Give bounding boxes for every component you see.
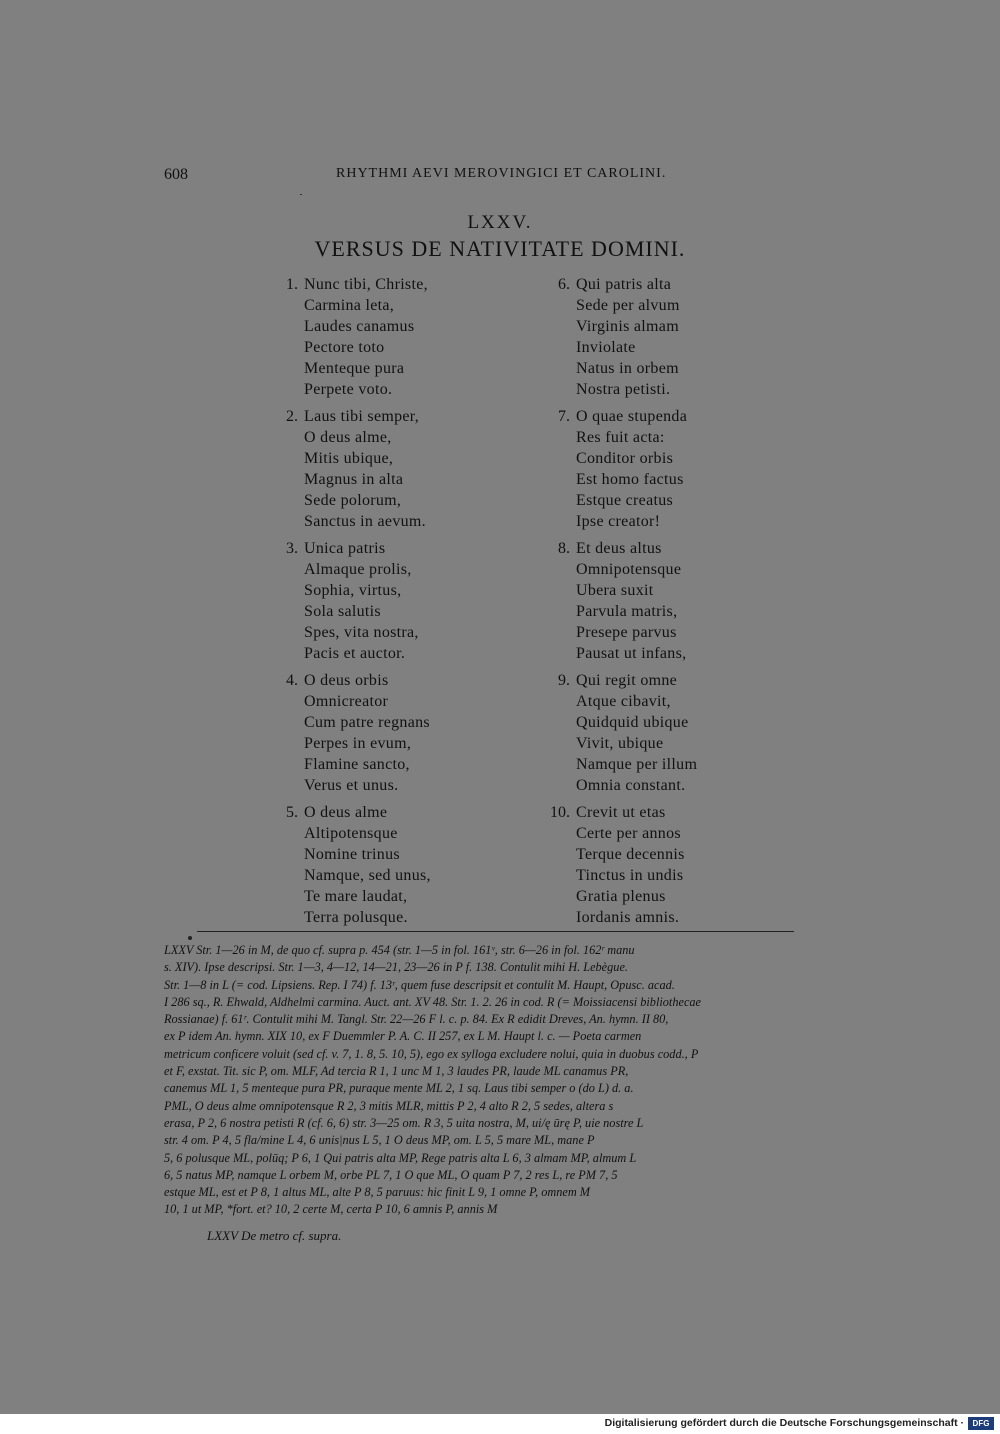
- stanza: [558, 670, 698, 796]
- stanza: [558, 406, 688, 532]
- verse-line: Parvula matris,: [576, 603, 678, 620]
- verse-line: Laus tibi semper,: [304, 408, 420, 425]
- verse-line: Sophia, virtus,: [304, 582, 402, 599]
- verse-line: Flamine sancto,: [304, 756, 410, 773]
- apparatus-line: Rossianae) f. 61ʳ. Contulit mihi M. Tangl. Str. 22—26 F l. c. p. 84. Ex R edidit Dreves, An. hymn. II 80,: [164, 1012, 669, 1027]
- verse-line: Spes, vita nostra,: [304, 624, 419, 641]
- verse-line: Sola salutis: [304, 603, 381, 620]
- stanza: [286, 670, 430, 796]
- stanza: [286, 538, 419, 664]
- stray-mark: [300, 194, 302, 195]
- verse-line: Namque, sed unus,: [304, 867, 431, 884]
- apparatus-line: str. 4 om. P 4, 5 fla/mine L 4, 6 unis|nus L 5, 1 O deus MP, om. L 5, 5 mare ML, mane P: [164, 1133, 595, 1148]
- stanza: [286, 406, 426, 532]
- verse-line: Magnus in alta: [304, 471, 404, 488]
- funding-credit: Digitalisierung gefördert durch die Deutsche Forschungsgemeinschaft ·: [604, 1417, 964, 1429]
- stanza-number: 2.: [286, 408, 298, 425]
- verse-line: Namque per illum: [576, 756, 698, 773]
- verse-line: O deus alme: [304, 804, 388, 821]
- poem-title: VERSUS DE NATIVITATE DOMINI.: [314, 236, 686, 261]
- verse-line: O quae stupenda: [576, 408, 688, 425]
- stanza-number: 10.: [550, 804, 570, 821]
- apparatus-line: canemus ML 1, 5 menteque pura PR, puraque mente ML 2, 1 sq. Laus tibi semper o (do L) d. a.: [164, 1081, 634, 1096]
- footnote-divider: [197, 931, 794, 932]
- verse-line: Omnicreator: [304, 693, 389, 710]
- verse-line: Pectore toto: [304, 339, 385, 356]
- stanza-number: 6.: [558, 276, 570, 293]
- apparatus-line: I 286 sq., R. Ehwald, Aldhelmi carmina. Auct. ant. XV 48. Str. 1. 2. 26 in cod. R (= Moissiacensi bibliothecae: [164, 994, 702, 1009]
- running-title: RHYTHMI AEVI MEROVINGICI ET CAROLINI.: [336, 166, 667, 181]
- verse-line: Nostra petisti.: [576, 381, 671, 398]
- stanza: [558, 274, 680, 400]
- verse-line: Laudes canamus: [304, 318, 415, 335]
- verse-line: Presepe parvus: [576, 624, 677, 641]
- digitization-footer: [0, 1414, 1000, 1434]
- verse-line: Gratia plenus: [576, 888, 666, 905]
- apparatus-line: s. XIV). Ipse descripsi. Str. 1—3, 4—12, 14—21, 23—26 in P f. 138. Contulit mihi H. Lebègue.: [164, 960, 628, 975]
- apparatus-line: LXXV Str. 1—26 in M, de quo cf. supra p. 454 (str. 1—5 in fol. 161ᵛ, str. 6—26 in fol. 162ʳ manu: [164, 943, 635, 957]
- verse-line: Quidquid ubique: [576, 714, 689, 731]
- apparatus-line: et F, exstat. Tit. sic P, om. MLF, Ad tercia R 1, 1 unc M 1, 3 laudes PR, laude ML canamus PR,: [164, 1064, 629, 1079]
- verse-line: Unica patris: [304, 540, 386, 557]
- verse-line: Pausat ut infans,: [576, 645, 687, 662]
- page-number: 608: [164, 166, 188, 183]
- verse-line: Perpete voto.: [304, 381, 393, 398]
- verse-line: Terque decennis: [576, 846, 685, 863]
- apparatus-line: 10, 1 ut MP, *fort. et? 10, 2 certe M, certa P 10, 6 amnis P, annis M: [164, 1202, 498, 1217]
- verse-line: Virginis almam: [576, 318, 679, 335]
- metre-note: LXXV De metro cf. supra.: [207, 1228, 342, 1243]
- apparatus-line: ex P idem An. hymn. XIX 10, ex F Duemmler P. A. C. II 257, ex L M. Haupt l. c. — Poeta carmen: [164, 1029, 642, 1044]
- verse-line: Nomine trinus: [304, 846, 400, 863]
- verse-line: Est homo factus: [576, 471, 684, 488]
- verse-line: Pacis et auctor.: [304, 645, 406, 662]
- verse-line: Nunc tibi, Christe,: [304, 276, 428, 293]
- verse-line: Atque cibavit,: [576, 693, 671, 710]
- poem-number: LXXV.: [467, 212, 533, 233]
- verse-line: Vivit, ubique: [576, 735, 664, 752]
- stanza-number: 5.: [286, 804, 298, 821]
- verse-line: Et deus altus: [576, 540, 662, 557]
- verse-line: Ipse creator!: [576, 513, 661, 530]
- stanza: [558, 538, 687, 664]
- verse-line: Verus et unus.: [304, 777, 399, 794]
- stanza: [286, 802, 431, 928]
- stanza-number: 3.: [286, 540, 298, 557]
- stanza-number: 9.: [558, 672, 570, 689]
- verse-line: Ubera suxit: [576, 582, 654, 599]
- apparatus-line: PML, O deus alme omnipotensque R 2, 3 mitis MLR, mittis P 2, 4 alto R 2, 5 sedes, altera s: [164, 1098, 614, 1113]
- verse-line: Carmina leta,: [304, 297, 395, 314]
- verse-line: Qui patris alta: [576, 276, 672, 293]
- apparatus-line: 6, 5 natus MP, namque L orbem M, orbe PL 7, 1 O que ML, O quam P 7, 2 res L, re PM 7, 5: [164, 1167, 618, 1182]
- verse-line: Conditor orbis: [576, 450, 674, 467]
- stanza-number: 8.: [558, 540, 570, 557]
- critical-apparatus: [164, 942, 840, 1219]
- verse-line: Sede polorum,: [304, 492, 402, 509]
- verse-line: O deus alme,: [304, 429, 392, 446]
- verse-line: Inviolate: [576, 339, 636, 356]
- verse-line: Omnipotensque: [576, 561, 682, 578]
- verse-line: Qui regit omne: [576, 672, 678, 689]
- verse-line: Mitis ubique,: [304, 450, 394, 467]
- verse-line: Te mare laudat,: [304, 888, 408, 905]
- verse-line: Tinctus in undis: [576, 867, 684, 884]
- verse-line: Sede per alvum: [576, 297, 680, 314]
- apparatus-line: 5, 6 polusque ML, polūq; P 6, 1 Qui patris alta MP, Rege patris alta L 6, 3 almam MP, almum L: [164, 1150, 637, 1165]
- stanza: [550, 802, 685, 928]
- stanza-number: 4.: [286, 672, 298, 689]
- verse-line: Menteque pura: [304, 360, 405, 377]
- verse-line: O deus orbis: [304, 672, 389, 689]
- verse-line: Perpes in evum,: [304, 735, 412, 752]
- verse-line: Res fuit acta:: [576, 429, 665, 446]
- verse-line: Certe per annos: [576, 825, 681, 842]
- verse-line: Iordanis amnis.: [576, 909, 680, 926]
- verse-line: Natus in orbem: [576, 360, 679, 377]
- verse-line: Omnia constant.: [576, 777, 686, 794]
- apparatus-line: metricum conficere voluit (sed cf. v. 7, 1. 8, 5. 10, 5), ego ex sylloga excludere nolui, quia in duobus codd., P: [164, 1046, 699, 1061]
- footnote-dot-mark: [188, 936, 192, 940]
- verse-line: Terra polusque.: [304, 909, 408, 926]
- stanza-number: 7.: [558, 408, 570, 425]
- apparatus-line: Str. 1—8 in L (= cod. Lipsiens. Rep. I 74) f. 13ʳ, quem fuse descripsit et contulit M. Haupt, Opusc. acad.: [164, 977, 675, 992]
- stanza: [286, 274, 428, 400]
- verse-line: Crevit ut etas: [576, 804, 666, 821]
- verse-line: Altipotensque: [304, 825, 398, 842]
- apparatus-line: estque ML, est et P 8, 1 altus ML, alte P 8, 5 paruus: hic finit L 9, 1 omne P, omnem M: [164, 1185, 591, 1200]
- verse-line: Almaque prolis,: [304, 561, 412, 578]
- verse-line: Cum patre regnans: [304, 714, 430, 731]
- apparatus-line: erasa, P 2, 6 nostra petisti R (cf. 6, 6) str. 3—25 om. R 3, 5 uita nostra, M, ui/ę ūrę P, uie nostre L: [164, 1115, 644, 1130]
- verse-line: Sanctus in aevum.: [304, 513, 426, 530]
- stanza-number: 1.: [286, 276, 298, 293]
- verse-line: Estque creatus: [576, 492, 674, 509]
- dfg-logo-icon: DFG: [968, 1417, 994, 1430]
